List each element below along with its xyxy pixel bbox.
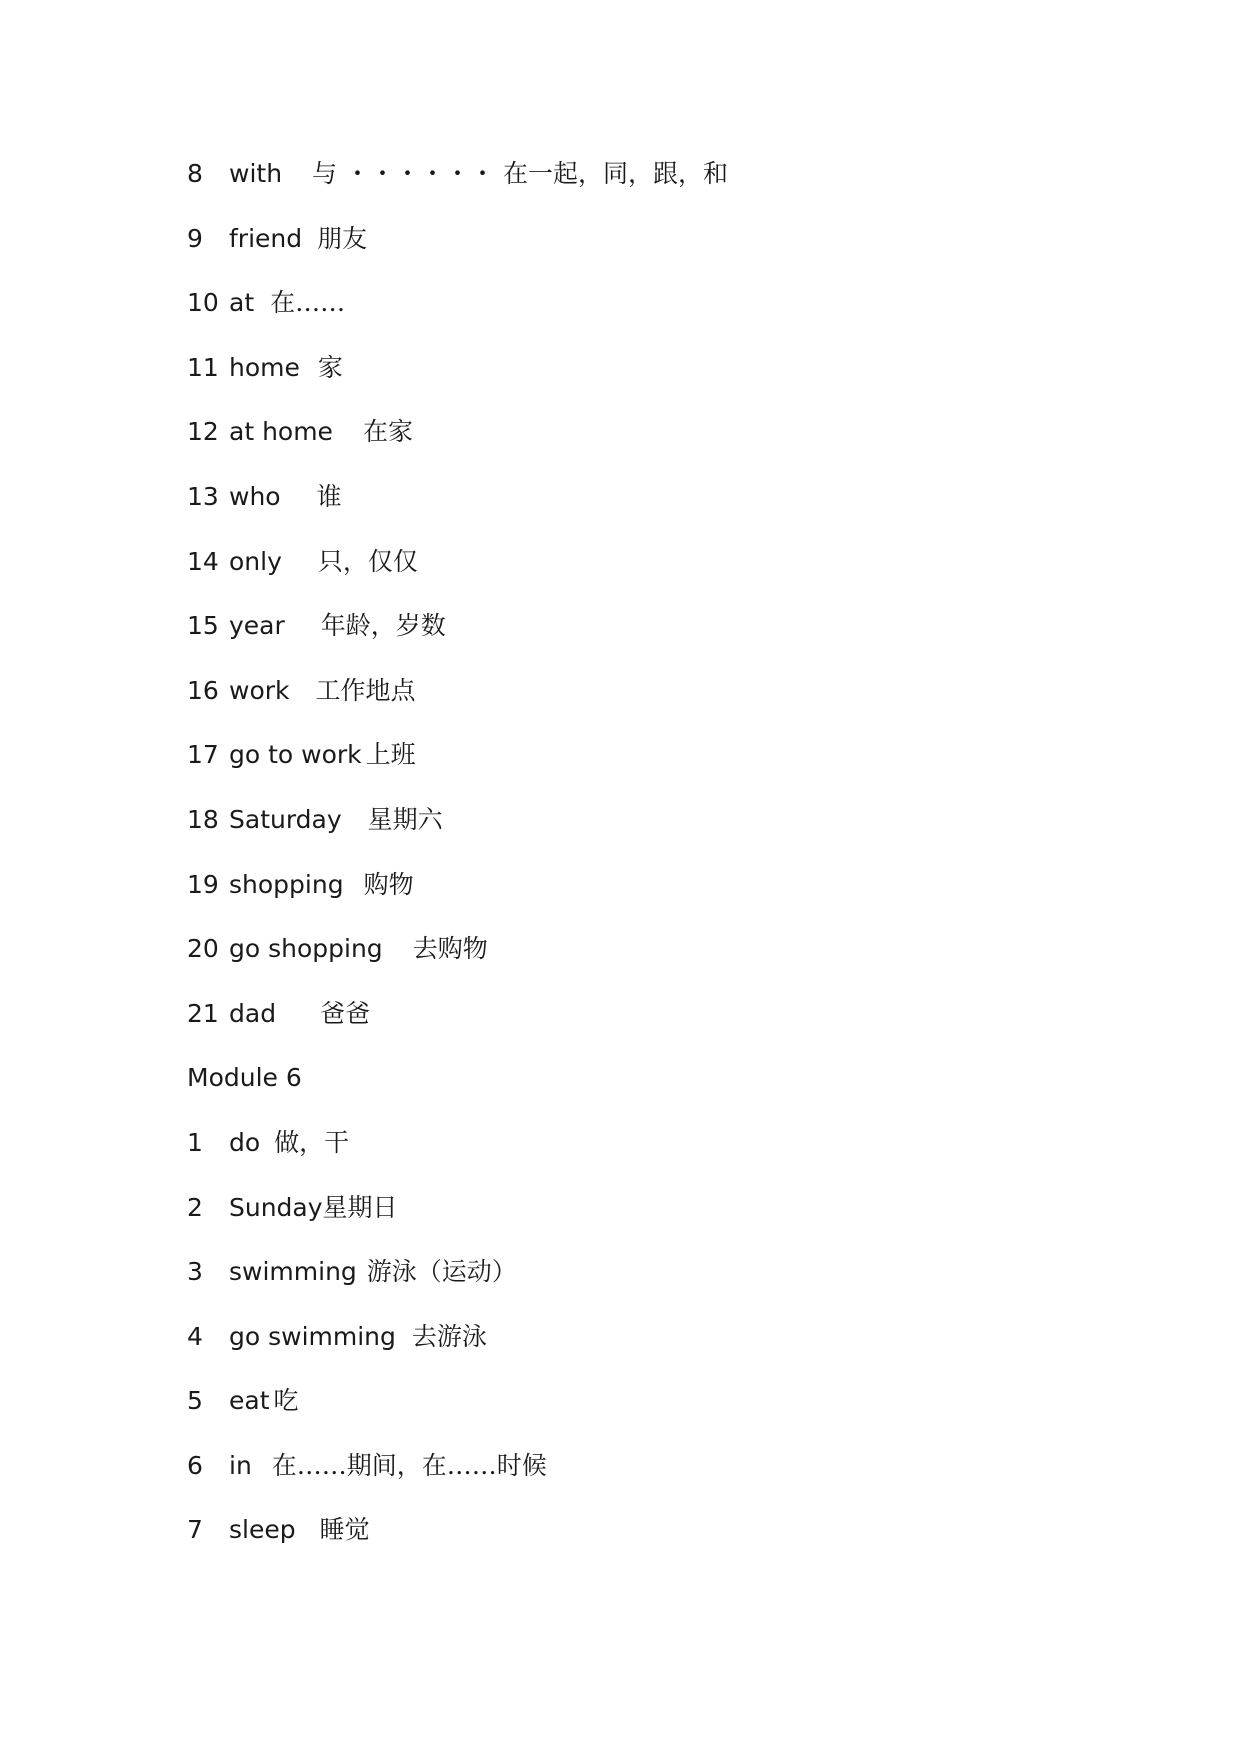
entry-number: 13	[187, 481, 219, 511]
vocab-entry	[187, 675, 728, 740]
entry-meaning: 去游泳	[411, 1321, 487, 1351]
entry-number: 11	[187, 352, 219, 382]
vocab-entry	[187, 869, 728, 934]
entry-meaning: 家	[317, 352, 343, 382]
entry-word: work	[229, 675, 290, 705]
entry-meaning: 在……期间，在……时候	[271, 1450, 547, 1480]
entry-meaning: 在……	[270, 288, 346, 318]
entry-number: 10	[187, 288, 219, 318]
entry-word: do	[229, 1127, 261, 1157]
entry-number: 17	[187, 740, 219, 770]
entry-word: home	[229, 352, 300, 382]
vocab-entry	[187, 1385, 728, 1450]
entry-meaning: 星期六	[367, 804, 443, 834]
entry-word: dad	[229, 998, 277, 1028]
entry-number: 12	[187, 417, 219, 447]
entry-number: 2	[187, 1192, 203, 1222]
vocab-entry	[187, 1450, 728, 1515]
entry-word: with	[229, 159, 283, 188]
vocab-entry	[187, 1192, 728, 1257]
vocab-entry	[187, 223, 728, 288]
vocab-entry	[187, 804, 728, 869]
entry-word: Saturday	[229, 804, 342, 834]
entry-word: at	[229, 288, 255, 318]
entry-number: 4	[187, 1321, 203, 1351]
entry-word: go swimming	[229, 1321, 396, 1351]
entry-word: sleep	[229, 1515, 296, 1545]
entry-number: 6	[187, 1450, 203, 1480]
entry-meaning: 上班	[365, 740, 416, 770]
entry-word: shopping	[229, 869, 344, 899]
vocab-entry	[187, 1256, 728, 1321]
vocab-entry	[187, 998, 728, 1063]
vocab-entry	[187, 1127, 728, 1192]
entry-number: 14	[187, 546, 219, 576]
entry-word: go shopping	[229, 934, 383, 964]
entry-word: only	[229, 546, 282, 576]
entry-number: 5	[187, 1386, 203, 1416]
vocab-entry	[187, 158, 728, 223]
entry-meaning: 朋友	[317, 223, 368, 253]
entry-number: 16	[187, 675, 219, 705]
entry-word: Sunday	[229, 1192, 323, 1222]
entry-meaning: 爸爸	[320, 998, 371, 1028]
entry-meaning: 工作地点	[315, 675, 416, 705]
vocab-entry	[187, 481, 728, 546]
vocabulary-list	[187, 158, 728, 1579]
entry-meaning: 去购物	[412, 934, 488, 964]
entry-number: 3	[187, 1257, 203, 1287]
entry-word: who	[229, 481, 281, 511]
entry-number: 7	[187, 1515, 203, 1545]
entry-meaning: 吃	[273, 1386, 299, 1416]
entry-word: year	[229, 611, 285, 641]
entry-number: 1	[187, 1127, 203, 1157]
vocab-entry	[187, 610, 728, 675]
entry-meaning: 年龄，岁数	[320, 611, 446, 641]
vocab-entry	[187, 287, 728, 352]
module-heading-row	[187, 1062, 728, 1127]
module-heading: Module 6	[187, 1063, 302, 1093]
vocab-entry	[187, 739, 728, 804]
entry-number: 19	[187, 869, 219, 899]
vocab-entry	[187, 416, 728, 481]
entry-meaning: 与 ・・・・・・ 在一起，同，跟，和	[312, 159, 728, 188]
entry-meaning: 星期日	[322, 1192, 398, 1222]
entry-word: friend	[229, 223, 303, 253]
vocab-entry	[187, 1321, 728, 1386]
vocab-entry	[187, 933, 728, 998]
vocab-entry	[187, 1514, 728, 1579]
entry-meaning: 只，仅仅	[317, 546, 418, 576]
entry-number: 9	[187, 223, 203, 253]
entry-meaning: 在家	[362, 417, 413, 447]
entry-word: eat	[229, 1386, 270, 1416]
vocab-entry	[187, 352, 728, 417]
entry-word: swimming	[229, 1257, 357, 1287]
entry-word: at home	[229, 417, 333, 447]
entry-meaning: 游泳（运动）	[366, 1257, 517, 1287]
entry-number: 21	[187, 998, 219, 1028]
entry-meaning: 谁	[316, 481, 342, 511]
vocab-entry	[187, 546, 728, 611]
entry-meaning: 做，干	[274, 1127, 350, 1157]
entry-word: go to work	[229, 740, 362, 770]
entry-meaning: 购物	[363, 869, 414, 899]
entry-number: 18	[187, 804, 219, 834]
entry-meaning: 睡觉	[319, 1515, 370, 1545]
entry-number: 20	[187, 934, 219, 964]
entry-number: 15	[187, 611, 219, 641]
entry-word: in	[229, 1450, 252, 1480]
entry-number: 8	[187, 159, 203, 188]
